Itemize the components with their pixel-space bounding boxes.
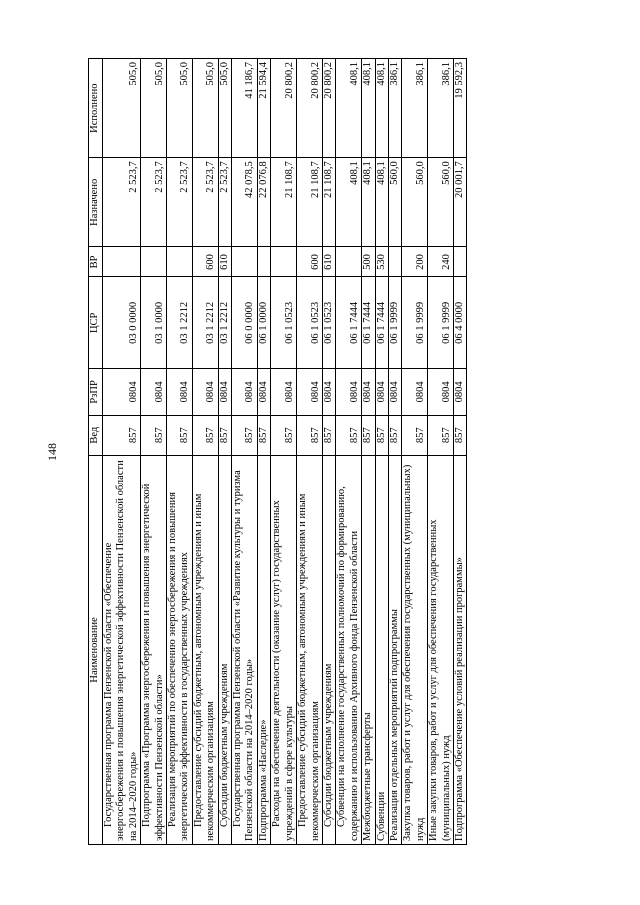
cell-assigned: 2 523,7 — [141, 158, 167, 247]
cell-assigned: 20 001,7 — [453, 158, 466, 247]
cell-vr — [271, 247, 297, 277]
cell-csr: 06 1 7444 — [375, 277, 388, 369]
cell-csr: 06 1 9999 — [388, 277, 401, 369]
cell-assigned: 21 108,7 — [297, 158, 323, 247]
cell-rzpr: 0804 — [192, 369, 218, 415]
cell-name: Государственная программа Пензенской области «Обеспечение энергосбережения и повышения энергетической эффективности Пензенской области на 2014–2020 годы» — [103, 455, 141, 844]
cell-executed: 505,0 — [141, 59, 167, 158]
cell-name: Реализация мероприятий по обеспечению энергосбережения и повышения энергетической эффективности в государственных учреждениях — [167, 455, 193, 844]
table-row — [271, 59, 297, 845]
cell-vr: 240 — [428, 247, 454, 277]
table-header-row — [89, 59, 103, 845]
cell-ved: 857 — [453, 415, 466, 455]
cell-executed: 505,0 — [103, 59, 141, 158]
cell-vr: 600 — [297, 247, 323, 277]
table-row — [453, 59, 466, 845]
cell-vr: 610 — [322, 247, 335, 277]
header-rzpr: РзПР — [89, 369, 103, 415]
header-vr: ВР — [89, 247, 103, 277]
table-row — [402, 59, 428, 845]
cell-assigned: 22 076,8 — [257, 158, 270, 247]
cell-assigned: 408,1 — [362, 158, 375, 247]
cell-ved: 857 — [218, 415, 231, 455]
cell-ved: 857 — [103, 415, 141, 455]
cell-executed: 19 592,3 — [453, 59, 466, 158]
cell-name: Подпрограмма «Наследие» — [257, 455, 270, 844]
cell-assigned: 560,0 — [402, 158, 428, 247]
cell-ved: 857 — [388, 415, 401, 455]
cell-rzpr: 0804 — [453, 369, 466, 415]
table-row — [362, 59, 375, 845]
cell-executed: 408,1 — [362, 59, 375, 158]
page-number: 148 — [45, 443, 59, 461]
table-row — [141, 59, 167, 845]
cell-assigned: 2 523,7 — [167, 158, 193, 247]
cell-executed: 20 800,2 — [322, 59, 335, 158]
cell-rzpr: 0804 — [402, 369, 428, 415]
cell-executed: 505,0 — [167, 59, 193, 158]
cell-csr: 06 1 9999 — [402, 277, 428, 369]
cell-assigned: 560,0 — [388, 158, 401, 247]
cell-executed: 20 800,2 — [271, 59, 297, 158]
cell-rzpr: 0804 — [322, 369, 335, 415]
cell-executed: 41 186,7 — [232, 59, 258, 158]
cell-assigned: 42 078,5 — [232, 158, 258, 247]
cell-ved: 857 — [271, 415, 297, 455]
cell-name: Государственная программа Пензенской области «Развитие культуры и туризма Пензенской области на 2014–2020 годы» — [232, 455, 258, 844]
table-row — [218, 59, 231, 845]
cell-ved: 857 — [141, 415, 167, 455]
cell-name: Субсидии бюджетным учреждениям — [218, 455, 231, 844]
cell-rzpr: 0804 — [336, 369, 362, 415]
cell-ved: 857 — [402, 415, 428, 455]
cell-name: Реализация отдельных мероприятий подпрограммы — [388, 455, 401, 844]
cell-rzpr: 0804 — [375, 369, 388, 415]
cell-name: Субвенции на исполнение государственных полномочий по формированию, содержанию и использованию Архивного фонда Пензенской области — [336, 455, 362, 844]
header-executed: Исполнено — [89, 59, 103, 158]
cell-vr: 530 — [375, 247, 388, 277]
cell-vr: 610 — [218, 247, 231, 277]
budget-table — [88, 58, 467, 845]
table-row — [297, 59, 323, 845]
cell-csr: 06 1 7444 — [362, 277, 375, 369]
header-name: Наименование — [89, 455, 103, 844]
rotated-table-container — [88, 58, 614, 845]
cell-name: Подпрограмма «Программа энергосбережения и повышения энергетической эффективности Пензенской области» — [141, 455, 167, 844]
cell-name: Субсидии бюджетным учреждениям — [322, 455, 335, 844]
table-row — [322, 59, 335, 845]
cell-vr — [167, 247, 193, 277]
cell-ved: 857 — [257, 415, 270, 455]
cell-rzpr: 0804 — [297, 369, 323, 415]
cell-executed: 505,0 — [218, 59, 231, 158]
cell-vr — [232, 247, 258, 277]
cell-name: Субвенции — [375, 455, 388, 844]
cell-csr: 06 1 7444 — [336, 277, 362, 369]
cell-assigned: 408,1 — [336, 158, 362, 247]
cell-ved: 857 — [336, 415, 362, 455]
cell-vr: 600 — [192, 247, 218, 277]
cell-assigned: 560,0 — [428, 158, 454, 247]
cell-rzpr: 0804 — [428, 369, 454, 415]
cell-executed: 386,1 — [388, 59, 401, 158]
cell-rzpr: 0804 — [167, 369, 193, 415]
cell-name: Предоставление субсидий бюджетным, автономным учреждениям и иным некоммерческим организациям — [192, 455, 218, 844]
cell-csr: 06 1 0523 — [271, 277, 297, 369]
cell-executed: 408,1 — [336, 59, 362, 158]
cell-ved: 857 — [428, 415, 454, 455]
cell-vr — [453, 247, 466, 277]
cell-assigned: 21 108,7 — [322, 158, 335, 247]
cell-vr — [141, 247, 167, 277]
table-row — [232, 59, 258, 845]
cell-vr: 500 — [362, 247, 375, 277]
cell-rzpr: 0804 — [103, 369, 141, 415]
table-row — [167, 59, 193, 845]
table-row — [103, 59, 141, 845]
cell-assigned: 2 523,7 — [103, 158, 141, 247]
cell-ved: 857 — [362, 415, 375, 455]
cell-csr: 03 1 2212 — [218, 277, 231, 369]
cell-executed: 20 800,2 — [297, 59, 323, 158]
cell-name: Межбюджетные трансферты — [362, 455, 375, 844]
cell-name: Подпрограмма «Обеспечение условий реализации программы» — [453, 455, 466, 844]
table-row — [336, 59, 362, 845]
table-row — [192, 59, 218, 845]
cell-vr — [103, 247, 141, 277]
cell-csr: 06 1 0000 — [257, 277, 270, 369]
cell-rzpr: 0804 — [232, 369, 258, 415]
cell-assigned: 408,1 — [375, 158, 388, 247]
cell-assigned: 2 523,7 — [192, 158, 218, 247]
cell-csr: 06 1 9999 — [428, 277, 454, 369]
cell-assigned: 21 108,7 — [271, 158, 297, 247]
cell-rzpr: 0804 — [271, 369, 297, 415]
cell-rzpr: 0804 — [362, 369, 375, 415]
cell-ved: 857 — [322, 415, 335, 455]
table-body — [103, 59, 467, 845]
cell-assigned: 2 523,7 — [218, 158, 231, 247]
cell-rzpr: 0804 — [218, 369, 231, 415]
header-csr: ЦСР — [89, 277, 103, 369]
cell-name: Иные закупки товаров, работ и услуг для обеспечения государственных (муниципальных) нужд — [428, 455, 454, 844]
cell-csr: 03 1 0000 — [141, 277, 167, 369]
header-ved: Вед — [89, 415, 103, 455]
cell-csr: 06 1 0523 — [297, 277, 323, 369]
cell-executed: 386,1 — [402, 59, 428, 158]
cell-csr: 03 1 2212 — [167, 277, 193, 369]
cell-executed: 408,1 — [375, 59, 388, 158]
cell-csr: 06 0 0000 — [232, 277, 258, 369]
cell-rzpr: 0804 — [141, 369, 167, 415]
table-row — [375, 59, 388, 845]
cell-ved: 857 — [375, 415, 388, 455]
cell-ved: 857 — [232, 415, 258, 455]
header-assigned: Назначено — [89, 158, 103, 247]
cell-name: Расходы на обеспечение деятельности (оказание услуг) государственных учреждений в сфере культуры — [271, 455, 297, 844]
cell-ved: 857 — [167, 415, 193, 455]
cell-ved: 857 — [297, 415, 323, 455]
cell-executed: 505,0 — [192, 59, 218, 158]
table-row — [428, 59, 454, 845]
table-row — [257, 59, 270, 845]
cell-vr — [388, 247, 401, 277]
cell-vr — [336, 247, 362, 277]
table-row — [388, 59, 401, 845]
cell-vr — [257, 247, 270, 277]
cell-name: Предоставление субсидий бюджетным, автономным учреждениям и иным некоммерческим организациям — [297, 455, 323, 844]
cell-csr: 06 4 0000 — [453, 277, 466, 369]
cell-name: Закупка товаров, работ и услуг для обеспечения государственных (муниципальных) нужд — [402, 455, 428, 844]
cell-csr: 03 0 0000 — [103, 277, 141, 369]
cell-rzpr: 0804 — [388, 369, 401, 415]
cell-csr: 03 1 2212 — [192, 277, 218, 369]
cell-executed: 21 594,4 — [257, 59, 270, 158]
cell-executed: 386,1 — [428, 59, 454, 158]
cell-vr: 200 — [402, 247, 428, 277]
cell-ved: 857 — [192, 415, 218, 455]
cell-rzpr: 0804 — [257, 369, 270, 415]
cell-csr: 06 1 0523 — [322, 277, 335, 369]
